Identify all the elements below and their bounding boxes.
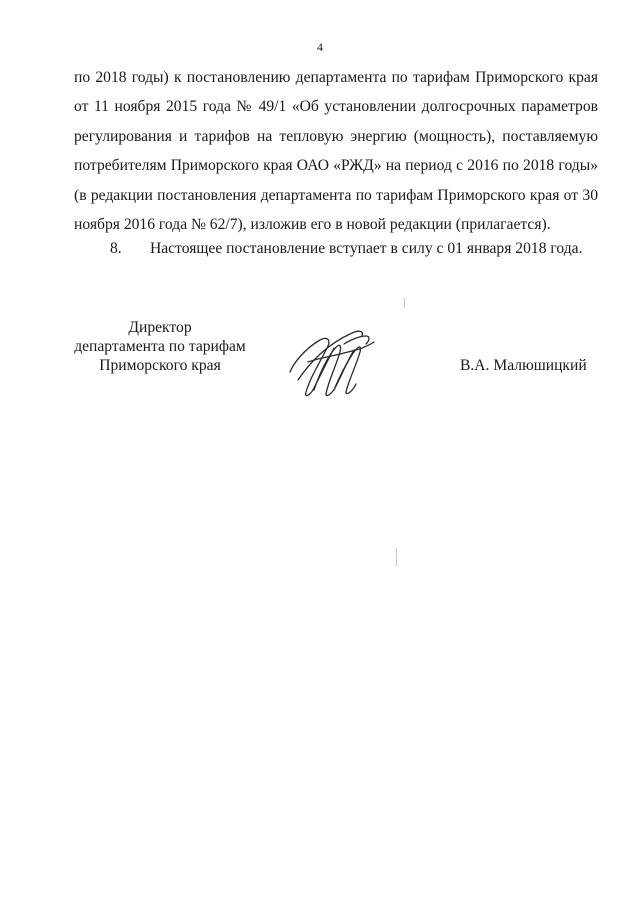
scan-speck — [404, 298, 405, 308]
signer-name: В.А. Малюшицкий — [460, 357, 587, 374]
scan-speck — [396, 548, 397, 566]
paragraph-line: ноября 2016 года № 62/7), изложив его в новой редакции (прилагается). — [74, 216, 551, 234]
signatory-position-line: Приморского края — [99, 357, 221, 374]
handwritten-signature — [284, 322, 380, 400]
signatory-position — [60, 318, 260, 375]
paragraph-continuation — [74, 63, 598, 239]
paragraph-line: потребителям Приморского края ОАО «РЖД» на период с 2016 по 2018 годы» — [74, 157, 598, 175]
paragraph-line: (в редакции постановления департамента по тарифам Приморского края от 30 — [74, 186, 598, 204]
signatory-position-line: департамента по тарифам — [74, 338, 246, 355]
paragraph-line: по 2018 годы) к постановлению департамента по тарифам Приморского края — [74, 69, 598, 86]
clause-8 — [110, 239, 583, 259]
page-number: 4 — [317, 40, 323, 54]
clause-text: Настоящее постановление вступает в силу с 01 января 2018 года. — [150, 240, 583, 257]
signatory-position-line: Директор — [128, 319, 192, 336]
paragraph-line: от 11 ноября 2015 года № 49/1 «Об установлении долгосрочных параметров — [74, 98, 598, 116]
clause-number: 8. — [110, 240, 122, 257]
paragraph-line: регулирования и тарифов на тепловую энергию (мощность), поставляемую — [74, 127, 598, 145]
